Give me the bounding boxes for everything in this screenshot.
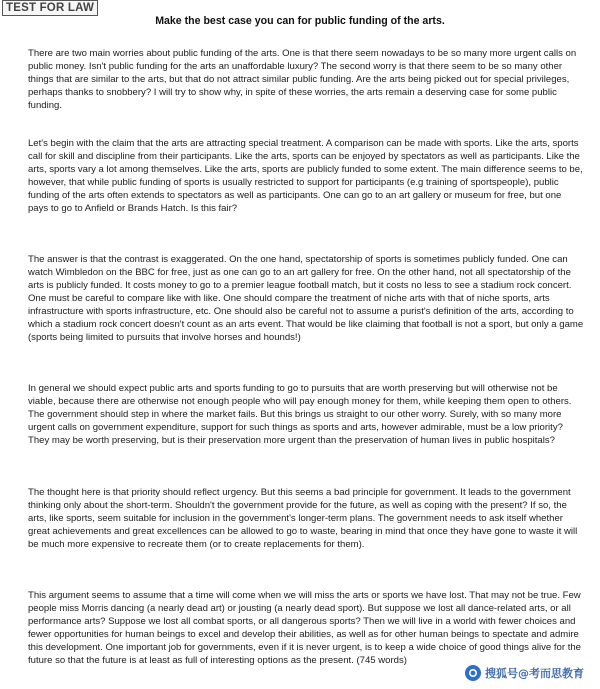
watermark-text: 搜狐号@考而思教育 xyxy=(485,667,584,680)
essay-paragraph-5: The thought here is that priority should reflect urgency. But this seems a bad principle for government. It leads to the government thinking only about the short-term. Shouldn't the government provide for the future, as well as coping with the present? If so, the arts, like sports, seem suitable for inclusion in the government's longer-term plans. The government needs to ask itself whether great achievements and great excellences can be allowed to go to waste, bearing in mind that once they have gone to waste it will be much more expensive to recreate them (or to create replacements for them). xyxy=(28,487,578,550)
essay-paragraph-2: Let's begin with the claim that the arts are attracting special treatment. A comparison can be made with sports. Like the arts, sports call for skill and discipline from their participants. Like the arts, sports can be enjoyed by spectators as well as participants. Like the arts, sports vary a lot among themselves. Like the arts, sports are publicly funded to some extent. The main difference seems to be, however, that while public funding of sports is usually restricted to support for participants (e.g training of sportspeople), public funding of the arts often extends to spectators as well as participants. One can go to an art gallery or museum for free, but one pays to go to Anfield or Brands Hatch. Is this fair? xyxy=(28,138,583,214)
essay-paragraph-6: This argument seems to assume that a time will come when we will miss the arts or sports we have lost. That may not be true. Few people miss Morris dancing (a nearly dead art) or jousting (a nearly dead sport). But suppose we lost all dance-related arts, or all performance arts? Suppose we lost all combat sports, or all dangerous sports? Then we will live in a world with fewer choices and fewer opportunities for human beings to excel and develop their abilities, as well as for other human beings to spectate and admire this development. One important job for governments, even if it is never urgent, is to keep a wide choice of good things alive for the future so that the future is at least as full of interesting options as the present. (745 words) xyxy=(28,590,581,666)
sohu-logo-icon xyxy=(465,665,481,681)
essay-title: Make the best case you can for public funding of the arts. xyxy=(155,15,445,27)
essay-paragraph-4: In general we should expect public arts and sports funding to go to pursuits that are worth preserving but will otherwise not be viable, because there are otherwise not enough people who will pay enough money for them, while keeping them open to others. The government should step in where the market fails. But this brings us straight to our other worry. Surely, with so many more urgent calls on government expenditure, support for such things as sports and arts, however admirable, must be a low priority? They may be worth preserving, but is their preservation more urgent than the preservation of human lives in public hospitals? xyxy=(28,383,572,446)
essay-paragraph-1: There are two main worries about public funding of the arts. One is that there seem nowadays to be so many more urgent calls on public money. Isn't public funding for the arts an unaffordable luxury? The second worry is that there seem to be so many other things that are similar to the arts, but that do not attract similar public funding. Are the arts being picked out for special privileges, perhaps thanks to snobbery? I will try to show why, in spite of these worries, the arts remain a deserving case for some public funding. xyxy=(28,48,577,111)
sohu-watermark xyxy=(461,663,588,683)
essay-paragraph-3: The answer is that the contrast is exaggerated. On the one hand, spectatorship of sports is sometimes publicly funded. One can watch Wimbledon on the BBC for free, just as one can go to an art gallery for free. On the other hand, not all spectatorship of the arts is publicly funded. It costs money to go to a premier league football match, but it costs no less to see a stadium rock concert. One must be careful to compare like with like. One should compare the treatment of niche arts with that of niche sports, arts infrastructure with sports infrastructure, etc. One should also be careful not to assume a purist's definition of the arts, according to which a stadium rock concert doesn't count as an arts event. That would be like claiming that football is not a sport, but only a game (sports being limited to pursuits that involve horses and hounds!) xyxy=(28,254,584,343)
test-for-law-label: TEST FOR LAW xyxy=(2,0,98,16)
